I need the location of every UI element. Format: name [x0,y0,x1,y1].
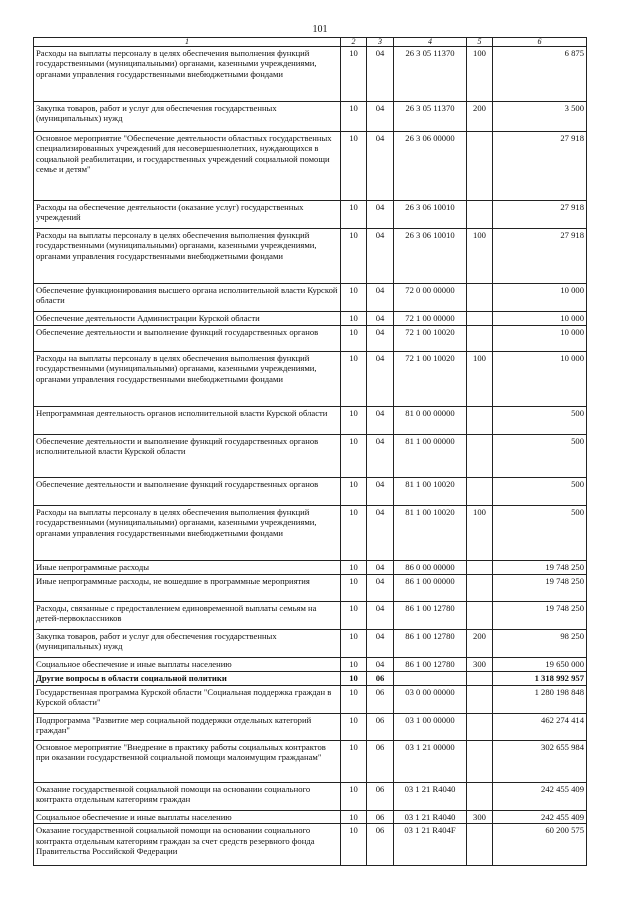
row-name: Иные непрограммные расходы [34,561,341,575]
row-subsection-code: 04 [367,326,394,352]
row-target-article: 26 3 05 11370 [394,102,467,132]
row-amount: 19 748 250 [493,561,587,575]
row-amount: 500 [493,407,587,435]
row-section-code: 10 [341,201,367,229]
column-number-row [34,38,587,47]
row-name: Расходы на обеспечение деятельности (оказание услуг) государственных учреждений [34,201,341,229]
row-expense-type [467,326,493,352]
row-expense-type: 100 [467,229,493,284]
row-amount: 242 455 409 [493,783,587,811]
row-target-article: 72 1 00 10020 [394,326,467,352]
row-section-code: 10 [341,435,367,478]
table-row [34,783,587,811]
row-expense-type [467,561,493,575]
row-amount: 500 [493,478,587,506]
row-expense-type [467,407,493,435]
table-row [34,575,587,602]
row-expense-type: 100 [467,506,493,561]
row-amount: 19 748 250 [493,602,587,630]
row-target-article: 86 1 00 12780 [394,658,467,672]
row-section-code: 10 [341,102,367,132]
row-section-code: 10 [341,672,367,686]
row-name: Непрограммная деятельность органов исполнительной власти Курской области [34,407,341,435]
table-row [34,824,587,866]
row-expense-type [467,783,493,811]
row-target-article: 03 1 00 00000 [394,714,467,741]
column-number: 2 [341,38,367,47]
row-expense-type [467,284,493,312]
row-section-code: 10 [341,575,367,602]
row-amount: 6 875 [493,47,587,102]
row-target-article: 86 0 00 00000 [394,561,467,575]
row-subsection-code: 06 [367,741,394,783]
row-expense-type: 100 [467,352,493,407]
row-expense-type [467,686,493,714]
row-section-code: 10 [341,714,367,741]
table-row [34,326,587,352]
row-expense-type: 300 [467,811,493,824]
row-amount: 10 000 [493,326,587,352]
row-amount: 19 650 000 [493,658,587,672]
row-target-article: 72 1 00 10020 [394,352,467,407]
page-number: 101 [312,24,328,35]
row-subsection-code: 06 [367,783,394,811]
row-amount: 27 918 [493,132,587,201]
row-name: Обеспечение деятельности и выполнение функций государственных органов [34,478,341,506]
row-section-code: 10 [341,783,367,811]
table-row [34,686,587,714]
row-amount: 10 000 [493,284,587,312]
row-section-code: 10 [341,326,367,352]
row-subsection-code: 06 [367,824,394,866]
column-number: 1 [34,38,341,47]
row-amount: 500 [493,506,587,561]
row-target-article: 72 1 00 00000 [394,312,467,326]
row-name: Другие вопросы в области социальной политики [34,672,341,686]
row-name: Закупка товаров, работ и услуг для обеспечения государственных (муниципальных) нужд [34,102,341,132]
row-expense-type: 200 [467,630,493,658]
row-expense-type [467,672,493,686]
row-name: Подпрограмма "Развитие мер социальной поддержки отдельных категорий граждан" [34,714,341,741]
row-target-article: 26 3 06 10010 [394,229,467,284]
row-target-article: 26 3 06 10010 [394,201,467,229]
row-name: Расходы на выплаты персоналу в целях обеспечения выполнения функций государственными (муниципальными) органами, казенными учреждениями, органами управления государственными внебюджетными фондами [34,47,341,102]
row-amount: 19 748 250 [493,575,587,602]
table-row [34,132,587,201]
row-section-code: 10 [341,811,367,824]
row-target-article: 26 3 05 11370 [394,47,467,102]
row-section-code: 10 [341,47,367,102]
table-row [34,102,587,132]
table-row [34,741,587,783]
row-target-article: 86 1 00 12780 [394,630,467,658]
row-section-code: 10 [341,824,367,866]
row-section-code: 10 [341,229,367,284]
row-section-code: 10 [341,478,367,506]
row-target-article: 03 0 00 00000 [394,686,467,714]
row-section-code: 10 [341,602,367,630]
row-section-code: 10 [341,686,367,714]
row-subsection-code: 06 [367,686,394,714]
row-section-code: 10 [341,506,367,561]
row-subsection-code: 04 [367,630,394,658]
row-amount: 462 274 414 [493,714,587,741]
column-number: 5 [467,38,493,47]
row-expense-type [467,714,493,741]
row-subsection-code: 06 [367,811,394,824]
row-section-code: 10 [341,312,367,326]
row-subsection-code: 04 [367,102,394,132]
table-row [34,658,587,672]
row-subsection-code: 04 [367,561,394,575]
row-expense-type: 100 [467,47,493,102]
row-name: Расходы на выплаты персоналу в целях обеспечения выполнения функций государственными (муниципальными) органами, казенными учреждениями, органами управления государственными внебюджетными фондами [34,229,341,284]
table-row [34,478,587,506]
row-section-code: 10 [341,284,367,312]
row-expense-type [467,824,493,866]
row-target-article [394,672,467,686]
table-row [34,602,587,630]
table-row [34,201,587,229]
row-name: Обеспечение деятельности Администрации Курской области [34,312,341,326]
column-number: 4 [394,38,467,47]
row-amount: 60 200 575 [493,824,587,866]
row-amount: 242 455 409 [493,811,587,824]
column-number: 3 [367,38,394,47]
row-expense-type [467,435,493,478]
row-name: Обеспечение функционирования высшего органа исполнительной власти Курской области [34,284,341,312]
table-row [34,407,587,435]
table-row [34,435,587,478]
row-subsection-code: 04 [367,201,394,229]
row-target-article: 86 1 00 00000 [394,575,467,602]
row-amount: 27 918 [493,229,587,284]
row-expense-type: 300 [467,658,493,672]
row-target-article: 03 1 21 00000 [394,741,467,783]
row-target-article: 03 1 21 R4040 [394,811,467,824]
row-amount: 10 000 [493,352,587,407]
row-subsection-code: 04 [367,575,394,602]
table-row [34,312,587,326]
row-section-code: 10 [341,741,367,783]
row-subsection-code: 04 [367,312,394,326]
row-subsection-code: 04 [367,47,394,102]
table-row [34,811,587,824]
row-name: Иные непрограммные расходы, не вошедшие в программные мероприятия [34,575,341,602]
row-amount: 500 [493,435,587,478]
row-name: Закупка товаров, работ и услуг для обеспечения государственных (муниципальных) нужд [34,630,341,658]
row-name: Расходы на выплаты персоналу в целях обеспечения выполнения функций государственными (муниципальными) органами, казенными учреждениями, органами управления государственными внебюджетными фондами [34,506,341,561]
row-expense-type [467,132,493,201]
row-target-article: 81 1 00 00000 [394,435,467,478]
row-name: Основное мероприятие "Внедрение в практику работы социальных контрактов при оказании государственной социальной помощи малоимущим гражданам" [34,741,341,783]
row-target-article: 81 0 00 00000 [394,407,467,435]
table-row [34,561,587,575]
row-subsection-code: 04 [367,407,394,435]
row-subsection-code: 04 [367,478,394,506]
table-row [34,714,587,741]
row-amount: 302 655 984 [493,741,587,783]
row-section-code: 10 [341,132,367,201]
row-subsection-code: 04 [367,435,394,478]
row-amount: 3 500 [493,102,587,132]
row-name: Обеспечение деятельности и выполнение функций государственных органов исполнительной власти Курской области [34,435,341,478]
row-subsection-code: 04 [367,132,394,201]
row-amount: 1 318 992 957 [493,672,587,686]
row-target-article: 03 1 21 R4040 [394,783,467,811]
table-row [34,47,587,102]
row-target-article: 81 1 00 10020 [394,506,467,561]
row-target-article: 81 1 00 10020 [394,478,467,506]
row-subsection-code: 04 [367,602,394,630]
row-name: Социальное обеспечение и иные выплаты населению [34,811,341,824]
row-target-article: 86 1 00 12780 [394,602,467,630]
row-expense-type [467,602,493,630]
row-section-code: 10 [341,658,367,672]
row-subsection-code: 04 [367,352,394,407]
row-expense-type: 200 [467,102,493,132]
row-name: Основное мероприятие "Обеспечение деятельности областных государственных специализированных учреждений для несовершеннолетних, нуждающихся в социальной реабилитации, и государственных учреждений социальной помощи семье и детям" [34,132,341,201]
table-row [34,672,587,686]
row-section-code: 10 [341,407,367,435]
row-subsection-code: 06 [367,672,394,686]
row-subsection-code: 04 [367,658,394,672]
row-amount: 10 000 [493,312,587,326]
row-expense-type [467,312,493,326]
row-subsection-code: 04 [367,229,394,284]
row-section-code: 10 [341,630,367,658]
row-name: Социальное обеспечение и иные выплаты населению [34,658,341,672]
row-subsection-code: 06 [367,714,394,741]
row-subsection-code: 04 [367,506,394,561]
row-name: Обеспечение деятельности и выполнение функций государственных органов [34,326,341,352]
table-row [34,630,587,658]
row-section-code: 10 [341,561,367,575]
table-row [34,284,587,312]
row-name: Расходы на выплаты персоналу в целях обеспечения выполнения функций государственными (муниципальными) органами, казенными учреждениями, органами управления государственными внебюджетными фондами [34,352,341,407]
row-target-article: 26 3 06 00000 [394,132,467,201]
table-row [34,506,587,561]
row-name: Оказание государственной социальной помощи на основании социального контракта отдельным категориям граждан [34,783,341,811]
row-expense-type [467,575,493,602]
row-target-article: 72 0 00 00000 [394,284,467,312]
row-name: Оказание государственной социальной помощи на основании социального контракта отдельным категориям граждан за счет средств резервного фонда Правительства Российской Федерации [34,824,341,866]
row-expense-type [467,478,493,506]
row-expense-type [467,201,493,229]
row-target-article: 03 1 21 R404F [394,824,467,866]
row-amount: 27 918 [493,201,587,229]
table-row [34,352,587,407]
row-amount: 1 280 198 848 [493,686,587,714]
row-amount: 98 250 [493,630,587,658]
row-subsection-code: 04 [367,284,394,312]
row-name: Расходы, связанные с предоставлением единовременной выплаты семьям на детей-первоклассников [34,602,341,630]
row-section-code: 10 [341,352,367,407]
row-expense-type [467,741,493,783]
table-row [34,229,587,284]
row-name: Государственная программа Курской области "Социальная поддержка граждан в Курской области" [34,686,341,714]
budget-table [33,37,587,866]
column-number: 6 [493,38,587,47]
